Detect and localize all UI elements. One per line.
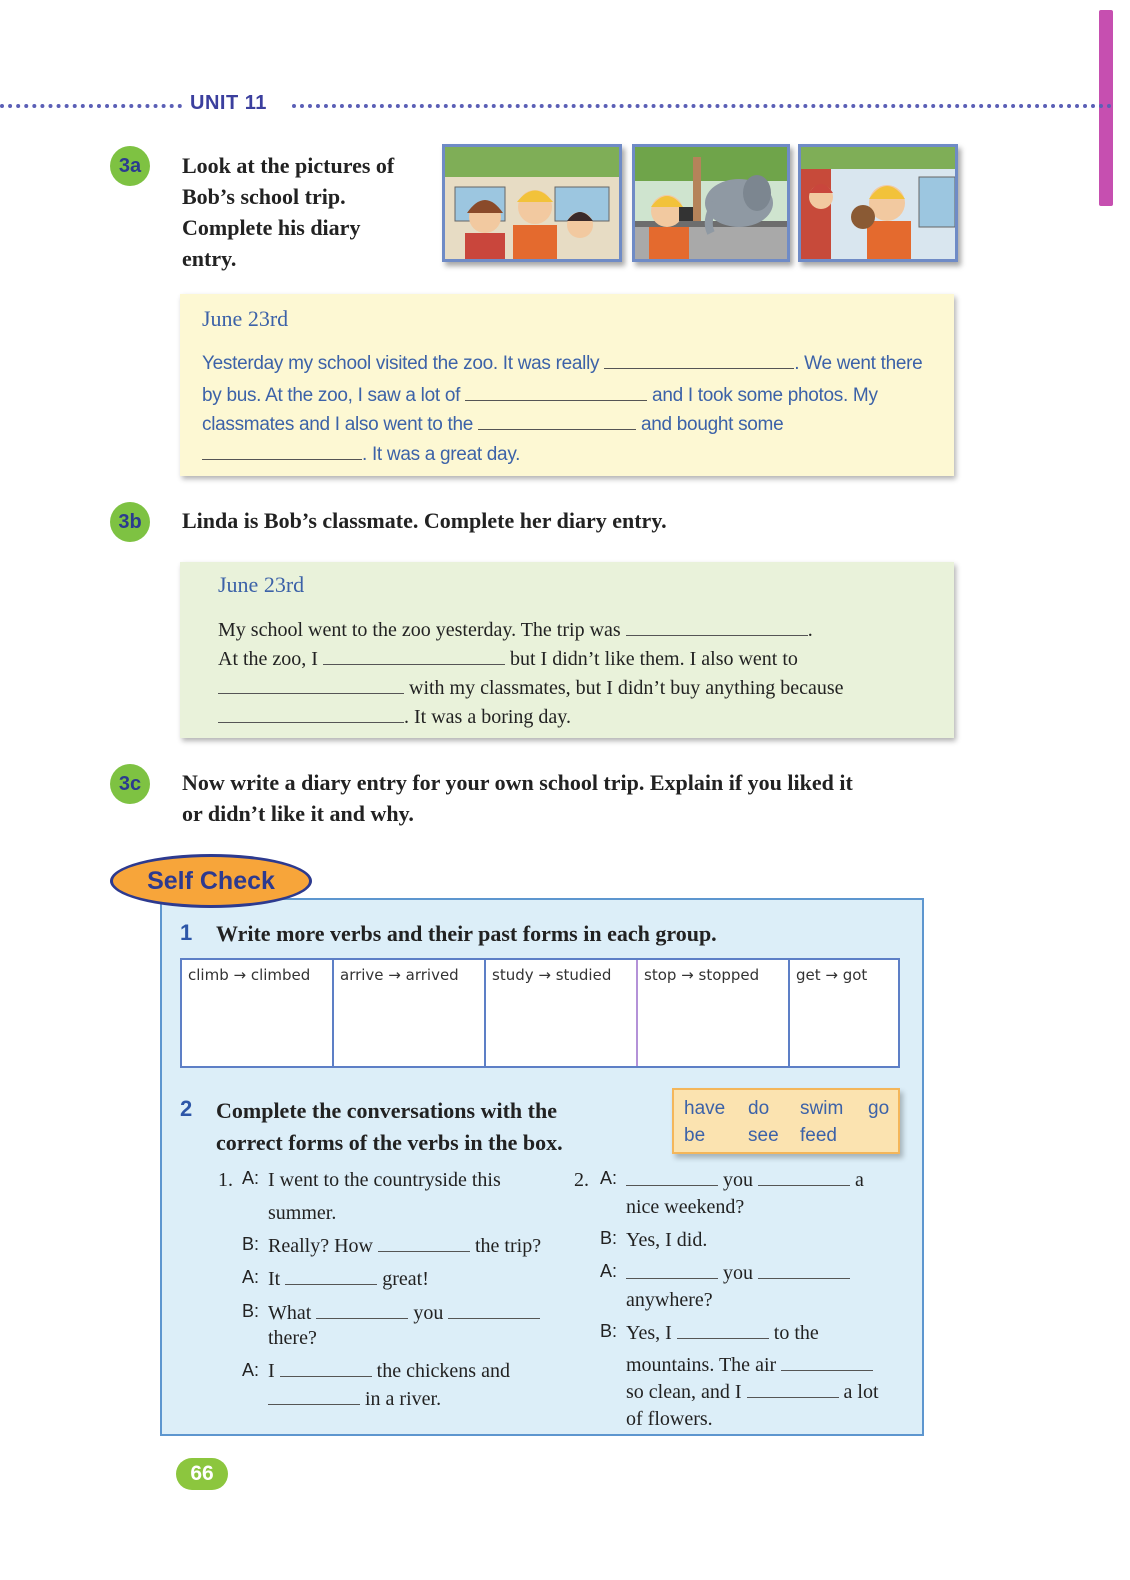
word-box-item: feed bbox=[800, 1125, 837, 1146]
dialogue-text: great! bbox=[382, 1268, 429, 1290]
dialogue-text: you bbox=[723, 1262, 753, 1284]
diary-box-3a bbox=[180, 294, 954, 476]
conversation-2-number: 2. bbox=[574, 1169, 589, 1191]
instruction-line: or didn’t like it and why. bbox=[182, 801, 414, 826]
verb-word-box bbox=[672, 1088, 900, 1154]
answer-blank[interactable] bbox=[268, 1386, 360, 1405]
dialogue-line bbox=[268, 1299, 540, 1327]
edge-tab bbox=[1099, 10, 1113, 206]
instruction-line: Complete the conversations with the bbox=[216, 1098, 557, 1123]
verb-group-example: get → got bbox=[796, 966, 868, 984]
diary-text: . bbox=[807, 619, 813, 641]
diary-date: June 23rd bbox=[218, 572, 305, 597]
dialogue-line: anywhere? bbox=[626, 1289, 713, 1311]
verb-group-example: stop → stopped bbox=[644, 966, 760, 984]
answer-blank[interactable] bbox=[758, 1167, 850, 1186]
answer-blank[interactable] bbox=[316, 1300, 408, 1319]
diary-line-2 bbox=[202, 380, 878, 411]
gift-shop-picture bbox=[798, 144, 958, 262]
question-number: 1 bbox=[180, 920, 193, 945]
dialogue-text: a lot bbox=[843, 1381, 879, 1403]
dialogue-line bbox=[268, 1232, 541, 1260]
answer-blank[interactable] bbox=[478, 411, 636, 430]
speaker-label: B: bbox=[242, 1234, 260, 1254]
speaker-label: A: bbox=[242, 1168, 260, 1188]
answer-blank[interactable] bbox=[280, 1358, 372, 1377]
diary-text: but I didn’t like them. I also went to bbox=[509, 648, 798, 670]
diary-line-2 bbox=[218, 645, 798, 674]
dialogue-line bbox=[626, 1259, 850, 1287]
instruction-line: entry. bbox=[182, 246, 237, 271]
diary-text: classmates and I also went to the bbox=[202, 414, 474, 435]
dialogue-line bbox=[268, 1357, 510, 1385]
unit-label: UNIT 11 bbox=[190, 92, 267, 114]
answer-blank[interactable] bbox=[626, 1167, 718, 1186]
dialogue-line: summer. bbox=[268, 1202, 337, 1224]
dialogue-line: Yes, I did. bbox=[626, 1229, 708, 1251]
dialogue-text: mountains. The air bbox=[626, 1354, 777, 1376]
speaker-label: B: bbox=[242, 1301, 260, 1321]
dialogue-text: the chickens and bbox=[376, 1360, 510, 1382]
diary-line-4 bbox=[202, 439, 520, 470]
dialogue-text: Really? How bbox=[268, 1235, 373, 1257]
question-1-instruction: Write more verbs and their past forms in each group. bbox=[216, 921, 717, 946]
dialogue-text: I bbox=[268, 1360, 275, 1382]
diary-text: Yesterday my school visited the zoo. It was really bbox=[202, 353, 600, 374]
answer-blank[interactable] bbox=[218, 704, 404, 723]
dialogue-text: you bbox=[413, 1302, 444, 1324]
bus-picture bbox=[442, 144, 622, 262]
answer-blank[interactable] bbox=[448, 1300, 540, 1319]
answer-blank[interactable] bbox=[747, 1379, 839, 1398]
section-badge-3a: 3a bbox=[110, 146, 150, 186]
instruction-line: Complete his diary bbox=[182, 215, 361, 240]
answer-blank[interactable] bbox=[604, 350, 794, 369]
page-number: 66 bbox=[176, 1458, 228, 1490]
speaker-label: A: bbox=[600, 1168, 618, 1188]
answer-blank[interactable] bbox=[677, 1320, 769, 1339]
section-badge-3c: 3c bbox=[110, 764, 150, 804]
instruction-line: Look at the pictures of bbox=[182, 153, 395, 178]
diary-text: with my classmates, but I didn’t buy anything because bbox=[409, 677, 844, 699]
dotted-divider bbox=[292, 104, 1112, 108]
instruction-line: Now write a diary entry for your own school trip. Explain if you liked it bbox=[182, 770, 853, 795]
dialogue-text: What bbox=[268, 1302, 312, 1324]
instruction-line: Bob’s school trip. bbox=[182, 184, 346, 209]
dialogue-line bbox=[626, 1351, 873, 1379]
word-box-item: swim bbox=[800, 1098, 844, 1119]
section-badge-3b: 3b bbox=[110, 502, 150, 542]
diary-text: . It was a great day. bbox=[362, 444, 521, 465]
dialogue-line: I went to the countryside this bbox=[268, 1169, 501, 1191]
dialogue-line: there? bbox=[268, 1327, 317, 1349]
question-number: 2 bbox=[180, 1096, 193, 1121]
diary-line-4 bbox=[218, 703, 571, 732]
word-box-item: have bbox=[684, 1098, 726, 1119]
instruction-3b: Linda is Bob’s classmate. Complete her diary entry. bbox=[182, 508, 667, 533]
verb-group-example: study → studied bbox=[492, 966, 612, 984]
dialogue-text: in a river. bbox=[365, 1388, 442, 1410]
verb-group-cell[interactable] bbox=[334, 960, 486, 1066]
verb-group-cell[interactable] bbox=[182, 960, 334, 1066]
instruction-3a bbox=[182, 150, 442, 274]
dialogue-line bbox=[268, 1385, 441, 1413]
instruction-3c bbox=[182, 767, 853, 829]
dialogue-text: It bbox=[268, 1268, 281, 1290]
answer-blank[interactable] bbox=[465, 382, 647, 401]
dialogue-line bbox=[626, 1378, 879, 1406]
answer-blank[interactable] bbox=[781, 1352, 873, 1371]
answer-blank[interactable] bbox=[378, 1233, 470, 1252]
answer-blank[interactable] bbox=[758, 1260, 850, 1279]
dialogue-line bbox=[626, 1319, 819, 1347]
speaker-label: B: bbox=[600, 1321, 618, 1341]
verb-group-example: climb → climbed bbox=[188, 966, 311, 984]
diary-text: . We went there bbox=[794, 353, 923, 374]
answer-blank[interactable] bbox=[218, 675, 404, 694]
zoo-elephant-picture bbox=[632, 144, 790, 262]
dotted-divider bbox=[0, 104, 182, 108]
speaker-label: A: bbox=[242, 1360, 260, 1380]
diary-text: . It was a boring day. bbox=[404, 706, 571, 728]
diary-line-1 bbox=[218, 616, 813, 645]
dialogue-line bbox=[268, 1265, 429, 1293]
dialogue-line bbox=[626, 1166, 864, 1194]
dialogue-text: the trip? bbox=[474, 1235, 542, 1257]
diary-text: At the zoo, I bbox=[218, 648, 318, 670]
dialogue-text: so clean, and I bbox=[626, 1381, 742, 1403]
dialogue-line: nice weekend? bbox=[626, 1196, 745, 1218]
dialogue-line: of flowers. bbox=[626, 1408, 713, 1430]
verb-group-cell[interactable] bbox=[638, 960, 790, 1066]
word-box-item: go bbox=[868, 1098, 890, 1119]
instruction-line: correct forms of the verbs in the box. bbox=[216, 1130, 563, 1155]
diary-text: and I took some photos. My bbox=[652, 385, 878, 406]
speaker-label: A: bbox=[600, 1261, 618, 1281]
diary-date: June 23rd bbox=[202, 306, 289, 331]
diary-line-3 bbox=[202, 409, 783, 440]
word-box-item: be bbox=[684, 1125, 706, 1146]
diary-line-1 bbox=[202, 348, 922, 379]
speaker-label: A: bbox=[242, 1267, 260, 1287]
word-box-item: do bbox=[748, 1098, 770, 1119]
dialogue-text: you bbox=[723, 1169, 753, 1191]
verb-groups-table bbox=[180, 958, 900, 1068]
verb-group-cell[interactable] bbox=[790, 960, 898, 1066]
diary-line-3 bbox=[218, 674, 844, 703]
self-check-title: Self Check bbox=[110, 854, 312, 908]
diary-box-3b bbox=[180, 562, 954, 738]
speaker-label: B: bbox=[600, 1228, 618, 1248]
word-box-item: see bbox=[748, 1125, 779, 1146]
answer-blank[interactable] bbox=[323, 646, 505, 665]
answer-blank[interactable] bbox=[285, 1266, 377, 1285]
answer-blank[interactable] bbox=[202, 441, 362, 460]
dialogue-text: Yes, I bbox=[626, 1322, 672, 1344]
answer-blank[interactable] bbox=[626, 617, 808, 636]
verb-group-cell[interactable] bbox=[486, 960, 638, 1066]
diary-text: by bus. At the zoo, I saw a lot of bbox=[202, 385, 461, 406]
conversation-1-number: 1. bbox=[218, 1169, 233, 1191]
dialogue-text: to the bbox=[773, 1322, 819, 1344]
verb-group-example: arrive → arrived bbox=[340, 966, 459, 984]
diary-text: and bought some bbox=[641, 414, 784, 435]
answer-blank[interactable] bbox=[626, 1260, 718, 1279]
dialogue-text: a bbox=[855, 1169, 864, 1191]
question-2-instruction bbox=[216, 1095, 563, 1159]
diary-text: My school went to the zoo yesterday. The trip was bbox=[218, 619, 621, 641]
